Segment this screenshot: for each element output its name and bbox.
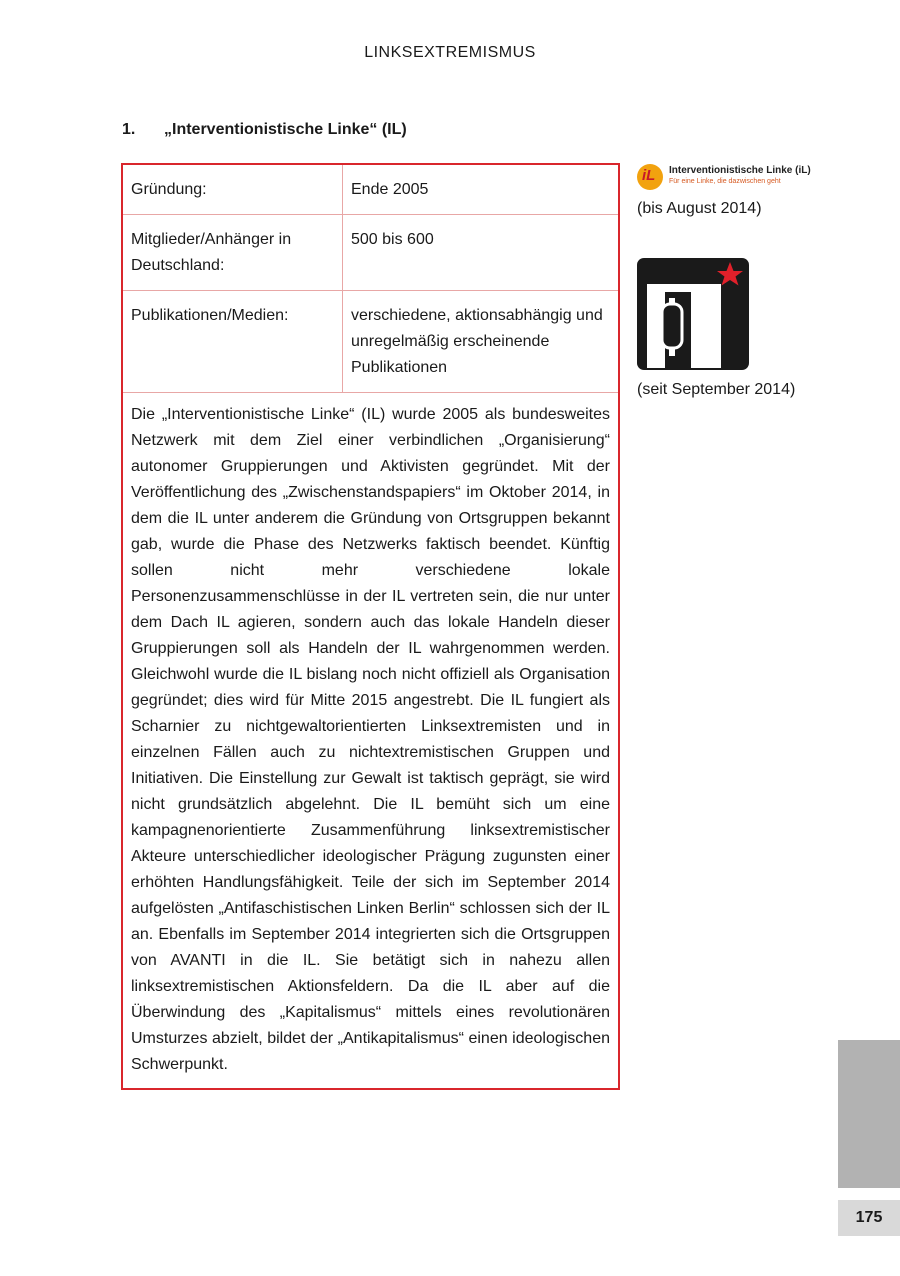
il-logo-old (637, 162, 817, 192)
fact-value: Ende 2005 (351, 181, 429, 198)
fact-box (121, 163, 620, 1090)
il-logo-mark-icon (637, 164, 663, 190)
fact-row-founding (123, 165, 618, 215)
fact-value: verschiedene, aktionsabhängig und unregelmäßig erscheinende Publikationen (351, 307, 603, 376)
il-logo-mark-text: iL (642, 167, 656, 184)
page-number: 175 (838, 1200, 900, 1236)
logo-new-caption: (seit September 2014) (637, 381, 796, 398)
side-thumb-tab (838, 1040, 900, 1188)
il-logo-tagline: Für eine Linke, die dazwischen geht (669, 178, 781, 185)
description-text: Die „Interventionistische Linke“ (IL) wurde 2005 als bundesweites Netzwerk mit dem Ziel einer verbindlichen „Organisierung“ autonomer Gruppierungen und Aktivisten gegründet. Mit der Veröffentlichung des „Zwischenstandspapiers“ im Oktober 2014, in dem die IL unter anderem die Gründung von Ortsgruppen bekannt gab, wurde die Phase des Netzwerks faktisch beendet. Künftig sollen nicht mehr verschiedene lokale Personenzusammenschlüsse in der IL vertreten sein, die nur unter dem Dach IL agieren, sondern auch das lokale Handeln dieser Gruppierungen soll als Handeln der IL wahrgenommen werden. Gleichwohl wurde die IL bislang noch nicht offiziell als Organisation gegründet; dies wird für Mitte 2015 angestrebt. Die IL fungiert als Scharnier zu nichtgewaltorientierten Linksextremisten und in einzelnen Fällen auch zu nichtextremistischen Gruppen und Initiativen. Die Einstellung zur Gewalt ist taktisch geprägt, sie wird nicht grundsätzlich abgelehnt. Die IL bemüht sich um eine kampagnenorientierte Zusammenführung linksextremistischer Akteure unterschiedlicher ideologischer Prägung zugunsten einer erhöhten Handlungsfähigkeit. Teile der sich im September 2014 aufgelösten „Antifaschistischen Linken Berlin“ schlossen sich der IL an. Ebenfalls im September 2014 integrierten sich die Ortsgruppen von AVANTI in die IL. Sie betätigt sich in nahezu allen linksextremistischen Aktionsfeldern. Da die IL aber auf die Überwindung des „Kapitalismus“ mittels eines revolutionären Umsturzes abzielt, bildet der „Antikapitalismus“ einen ideologischen Schwerpunkt. (131, 406, 610, 1073)
section-number: 1. (122, 121, 136, 138)
logo-old-caption: (bis August 2014) (637, 200, 762, 217)
section-title: „Interventionistische Linke“ (IL) (164, 121, 407, 138)
fact-label: Gründung: (123, 165, 343, 214)
il-logo-title: Interventionistische Linke (iL) (669, 165, 811, 176)
fact-label: Publikationen/Medien: (123, 291, 343, 392)
fact-row-members (123, 215, 618, 291)
fact-label: Mitglieder/Anhänger in Deutschland: (123, 215, 343, 290)
section-heading (122, 121, 407, 139)
fact-value: 500 bis 600 (351, 231, 434, 248)
running-header: LINKSEXTREMISMUS (364, 44, 536, 61)
il-logo-new-icon (637, 258, 749, 370)
fact-row-publications (123, 291, 618, 393)
